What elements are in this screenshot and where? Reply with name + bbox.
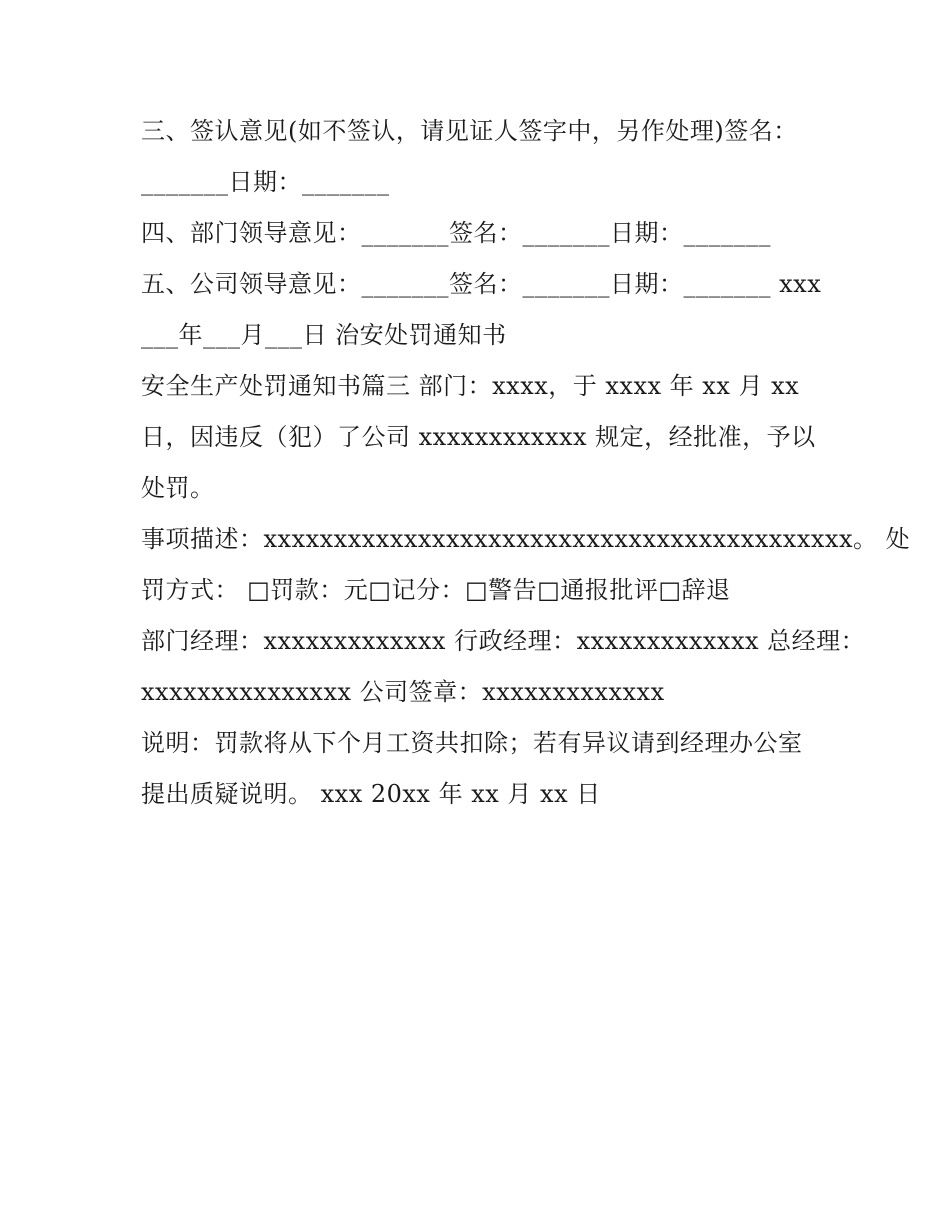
document-body: [141, 106, 911, 820]
text-line-sign-opinion: 三、签认意见(如不签认，请见证人签字中，另作处理)签名：: [141, 117, 798, 145]
text-line-date-title: ___年___月___日 治安处罚通知书: [141, 321, 507, 349]
text-line-company-seal: xxxxxxxxxxxxxxx 公司签章：xxxxxxxxxxxxx: [141, 678, 665, 706]
text-line-managers: 部门经理：xxxxxxxxxxxxx 行政经理：xxxxxxxxxxxxx 总经理：: [141, 627, 866, 655]
text-line-penalty: 处罚。: [141, 474, 215, 502]
text-line-date: _______日期：_______: [141, 168, 390, 196]
text-line-dept-leader-opinion: 四、部门领导意见：_______签名：_______日期：_______: [141, 219, 771, 247]
text-line-note-date: 提出质疑说明。 xxx 20xx 年 xx 月 xx 日: [141, 780, 601, 808]
text-line-violation: 日，因违反（犯）了公司 xxxxxxxxxxxx 规定，经批准，予以: [141, 423, 816, 451]
text-line-description: 事项描述：xxxxxxxxxxxxxxxxxxxxxxxxxxxxxxxxxxxxxxxxxx。 处: [141, 525, 911, 553]
text-line-company-leader-opinion: 五、公司领导意见：_______签名：_______日期：_______ xxx: [141, 270, 822, 298]
text-line-notice-heading: 安全生产处罚通知书篇三 部门：xxxx，于 xxxx 年 xx 月 xx: [141, 372, 800, 400]
text-line-note: 说明：罚款将从下个月工资共扣除；若有异议请到经理办公室: [141, 729, 803, 757]
text-line-penalty-methods: 罚方式： □罚款：元□记分：□警告□通报批评□辞退: [141, 576, 731, 604]
